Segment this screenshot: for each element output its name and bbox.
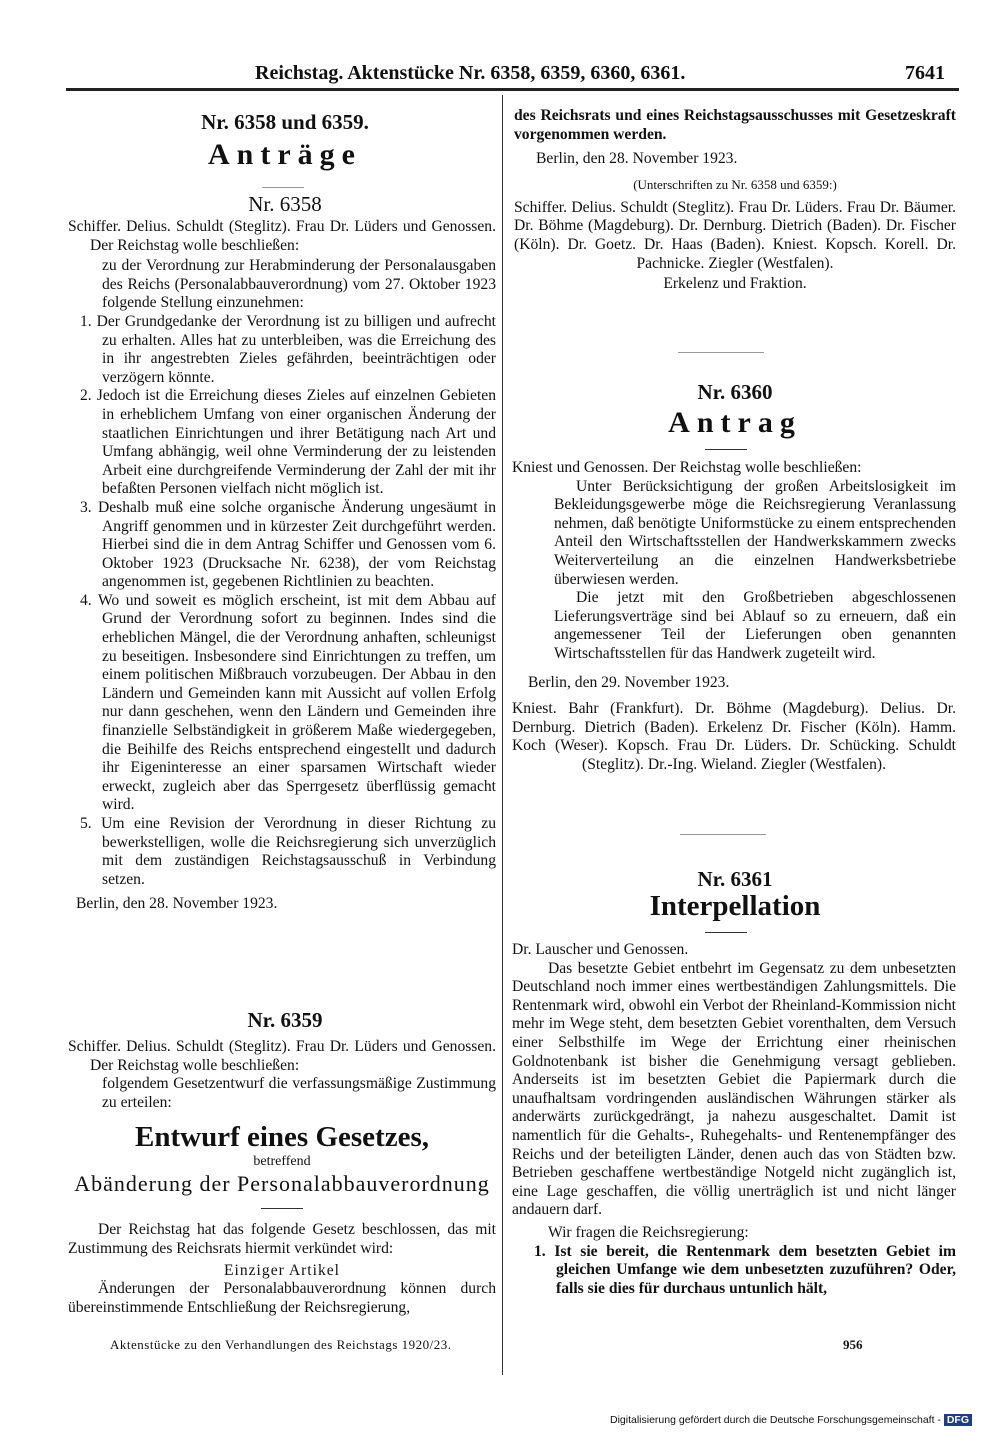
date: Berlin, den 28. November 1923.	[536, 150, 738, 168]
running-title: Reichstag. Aktenstücke Nr. 6358, 6359, 6360, 6361.	[255, 62, 686, 84]
law-betreffend: betreffend	[253, 1154, 311, 1170]
nr6361-title: Interpellation	[649, 890, 821, 922]
nr6358-item: 4. Wo und soweit es möglich erscheint, ist mit dem Abbau auf Grund der Verordnung sofort zu beginnen. Indes sind die erheblichen Mängel, die der Verordnung anhaften, schleunigst zu beseitigen. Insbesondere sind Einrichtungen zu treffen, um einem politischen Mißbrauch vorzubeugen. Der Abbau in den Ländern und Gemeinden kann mit Aussicht auf vollen Erfolg nur dann geschehen, wenn den Ländern und Gemeinden ihre finanzielle Selbständigkeit in größerem Maße wiedergegeben, die Beihilfe des Reichs entsprechend eingestellt und dadurch ihr Eigeninteresse an einer sparsamen Wirtschaft wieder erweckt, zugleich aber das Sperrgesetz überflüssig gemacht wird.	[80, 591, 496, 814]
nr6360-date: Berlin, den 29. November 1923.	[528, 673, 730, 691]
nr6360-title: Antrag	[668, 406, 802, 439]
nr6359-heading: Nr. 6359	[247, 1008, 323, 1032]
signatures-note: (Unterschriften zu Nr. 6358 und 6359:)	[633, 176, 837, 192]
law-preamble: Der Reichstag hat das folgende Gesetz beschlossen, das mit Zustimmung des Reichsrats hiermit verkündet wird:	[68, 1221, 496, 1257]
nr6359-sub: folgendem Gesetzentwurf die verfassungsmäßige Zustimmung zu erteilen:	[102, 1075, 496, 1111]
nr6358-item: 1. Der Grundgedanke der Verordnung ist zu billigen und aufrecht zu erhalten. Alles hat zu unterbleiben, was die Erreichung des in ihr angestrebten Zieles gefährden, beeinträchtigen oder verzögern könnte.	[80, 312, 496, 386]
nr6359-intro: Schiffer. Delius. Schuldt (Steglitz). Frau Dr. Lüders und Genossen. Der Reichstag wolle beschließen:	[68, 1038, 496, 1074]
nr6361-para: Das besetzte Gebiet entbehrt im Gegensatz zu dem unbesetzten Deutschland noch immer eines wertbeständigen Zahlungsmittels. Die Rentenmark wird, obwohl ein Verbot der Rheinland-Kommission nicht mehr im Wege steht, dem besetzten Gebiet vorenthalten, dem Versuch einer Selbsthilfe im Wege der Errichtung einer rheinischen Goldnotenbank ist bisher die Genehmigung versagt geblieben. Anderseits ist im besetzten Gebiet die Papiermark durch die unaufhaltsam vordringenden ausländischen Währungen stärker als anderwärts zurückgedrängt, ja nahezu ausgeschaltet. Damit ist namentlich für die Gehalts-, Ruhegehalts- und Rentenempfänger des Reichs und der beteiligten Länder, denen auch das von Städten bzw. Betrieben geschaffene wertbeständige Notgeld nicht zugänglich ist, eine Lage geschaffen, die völlig unerträglich ist und nicht länger andauern darf.	[512, 959, 956, 1219]
nr6358-intro: Schiffer. Delius. Schuldt (Steglitz). Frau Dr. Lüders und Genossen. Der Reichstag wolle beschließen:	[68, 218, 496, 254]
nr6358-date: Berlin, den 28. November 1923.	[76, 895, 278, 913]
law-subject: Abänderung der Personalabbauverordnung	[74, 1171, 490, 1197]
divider	[262, 187, 304, 188]
nr6359-body	[68, 1038, 496, 1317]
question-intro: Wir fragen die Reichsregierung:	[548, 1223, 749, 1241]
signature-mark: 956	[843, 1337, 863, 1352]
nr6361-intro: Dr. Lauscher und Genossen.	[512, 941, 689, 958]
nr6361-body	[512, 941, 956, 1298]
nr6361-heading: Nr. 6361	[697, 867, 773, 891]
dfg-logo: DFG	[944, 1414, 972, 1426]
signatures-closing: Erkelenz und Fraktion.	[663, 275, 807, 293]
nr6360-body	[512, 459, 956, 775]
nr6360-para: Die jetzt mit den Großbetrieben abgeschlossenen Lieferungsverträge sind bei Ablauf so zu erneuern, daß ein angemessener Teil der Lieferungen oben genannten Wirtschaftsstellen für das Handwerk zugeteilt wird.	[554, 589, 956, 662]
group-title: Anträge	[208, 138, 362, 171]
signatures: Schiffer. Delius. Schuldt (Steglitz). Frau Dr. Lüders. Frau Dr. Bäumer. Dr. Böhme (Magdeburg). Dr. Dernburg. Dietrich (Baden). Dr. Fischer (Köln). Dr. Goetz. Dr. Haas (Baden). Kniest. Kopsch. Korell. Dr. Pachnicke. Ziegler (Westfalen).	[514, 198, 956, 272]
nr6360-signatures: Kniest. Bahr (Frankfurt). Dr. Böhme (Magdeburg). Delius. Dr. Dernburg. Dietrich (Baden). Erkelenz Dr. Fischer (Köln). Hamm. Koch (Weser). Kopsch. Frau Dr. Lüders. Dr. Schücking. Schuldt (Steglitz). Dr.-Ing. Wieland. Ziegler (Westfalen).	[512, 700, 956, 773]
page-number: 7641	[905, 62, 945, 84]
column-divider	[502, 95, 503, 1375]
divider	[705, 932, 747, 933]
nr6358-item: 5. Um eine Revision der Verordnung in dieser Richtung zu bewerkstelligen, wolle die Reichsregierung sich unverzüglich mit dem zuständigen Reichstagsausschuß in Verbindung setzen.	[80, 815, 496, 888]
digitization-note	[610, 1414, 972, 1426]
law-title: Entwurf eines Gesetzes,	[135, 1121, 429, 1154]
divider	[680, 834, 766, 835]
nr6358-body	[68, 218, 496, 914]
nr6360-intro: Kniest und Genossen. Der Reichstag wolle beschließen:	[512, 459, 862, 476]
divider	[705, 449, 747, 450]
continuation-text: des Reichsrats und eines Reichstagsausschusses mit Gesetzeskraft vorgenommen werden.	[514, 107, 956, 143]
digitization-text: Digitalisierung gefördert durch die Deutsche Forschungsgemeinschaft -	[610, 1414, 941, 1426]
article-title: Einziger Artikel	[223, 1261, 341, 1279]
header-rule	[66, 88, 959, 91]
question-1: 1. Ist sie bereit, die Rentenmark dem besetzten Gebiet im gleichen Umfange wie dem unbesetzten zuzuführen? Oder, falls sie dies für durchaus untunlich hält,	[534, 1242, 956, 1297]
article-text: Änderungen der Personalabbauverordnung können durch übereinstimmende Entschließung der Reichsregierung,	[68, 1280, 496, 1316]
divider	[261, 1208, 303, 1209]
nr6358-sub: zu der Verordnung zur Herabminderung der Personalausgaben des Reichs (Personalabbauverordnung) vom 27. Oktober 1923 folgende Stellung einzunehmen:	[102, 257, 496, 312]
nr6358-item: 3. Deshalb muß eine solche organische Änderung ungesäumt in Angriff genommen und in kürzester Zeit durchgeführt werden. Hierbei sind die in dem Antrag Schiffer und Genossen vom 6. Oktober 1923 (Drucksache Nr. 6238), der vom Reichstag angenommen ist, gegebenen Richtlinien zu beachten.	[80, 498, 496, 591]
nr6360-heading: Nr. 6360	[697, 380, 773, 404]
nr6360-para: Unter Berücksichtigung der großen Arbeitslosigkeit im Bekleidungsgewerbe möge die Reichsregierung Veranlassung nehmen, daß benötigte Uniformstücke zu einem entsprechenden Anteil den Wirtschaftsstellen der Handwerkskammern zwecks Weiterverteilung an die einzelnen Handwerksbetriebe überwiesen werden.	[554, 477, 956, 588]
divider	[678, 352, 764, 353]
right-top	[514, 107, 956, 294]
nr6358-heading: Nr. 6358	[248, 192, 322, 216]
volume-footer: Aktenstücke zu den Verhandlungen des Reichstags 1920/23.	[110, 1337, 452, 1352]
nr6358-item: 2. Jedoch ist die Erreichung dieses Zieles auf einzelnen Gebieten in erheblichem Umfang von einer organischen Änderung der staatlichen Einrichtungen und ihrer Betätigung nach Art und Umfang abhängig, weil ohne Verminderung der zu leistenden Arbeit eine durchgreifende Verminderung der Zahl der mit ihr befaßten Personen vielfach nicht möglich ist.	[80, 387, 496, 498]
group-heading: Nr. 6358 und 6359.	[201, 110, 369, 134]
